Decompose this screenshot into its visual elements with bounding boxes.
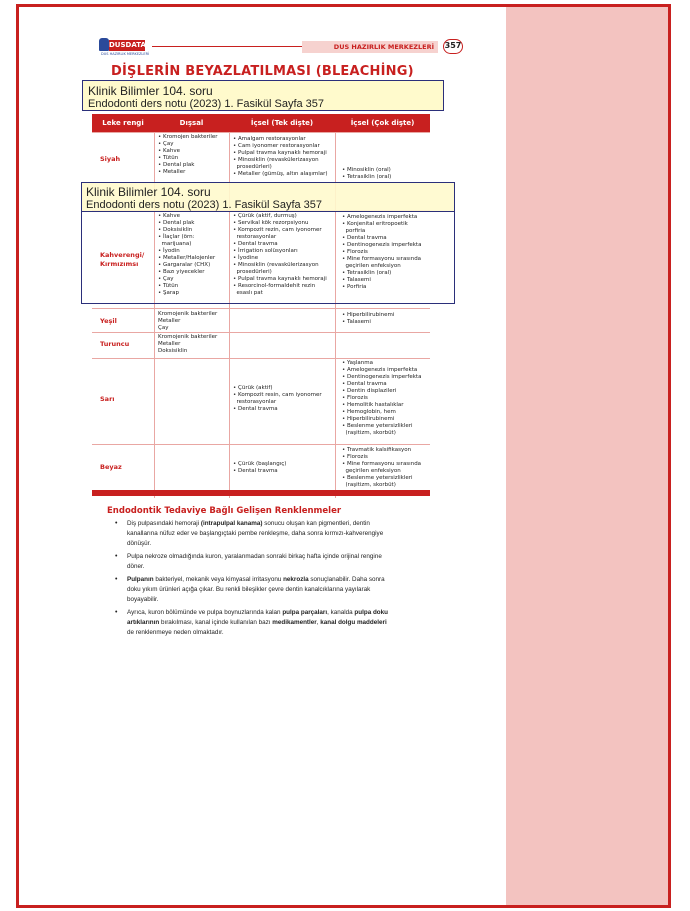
cell-tek [233, 385, 322, 413]
stain-color-label: Beyaz [100, 463, 122, 471]
stain-color-label: Kahverengi/ Kırmızımsı [100, 251, 145, 268]
cell-item: esaslı pat [233, 290, 263, 296]
cell-tek [233, 136, 328, 178]
cell-item: • Çay [158, 141, 174, 147]
bullet-item [114, 608, 389, 638]
text-run: Diş pulpasındaki hemoraji [127, 520, 201, 527]
cell-item: • Kompozit resin, cam iyonomer [233, 392, 322, 398]
cell-item: • Bazı yiyecekler [158, 269, 205, 275]
cell-item: • Tütün [158, 283, 179, 289]
cell-item: • Amelogenezis imperfekta [342, 214, 418, 220]
stain-color-label: Yeşil [100, 317, 117, 325]
bold-text: Pulpanın [127, 576, 154, 583]
dusdata-logo [99, 38, 149, 60]
section-title: Endodontik Tedaviye Bağlı Gelişen Renklenmeler [107, 506, 342, 516]
bold-text: kanal dolgu maddeleri [320, 619, 387, 626]
cell-item: • Mine formasyonu sırasında [342, 461, 422, 467]
cell-item: Metaller [158, 318, 181, 324]
cell-item: restorasyonlar [233, 399, 277, 405]
cell-item: • Mine formasyonu sırasında [342, 256, 422, 262]
header-rule [152, 46, 302, 47]
cell-item: • Pulpal travma kaynaklı hemoraji [233, 276, 327, 282]
cell-item: • Florozis [342, 454, 368, 460]
table-row [92, 358, 430, 444]
cell-item: • Hemoglobin, hem [342, 409, 396, 415]
text-run: Pulpa nekroze olmadığında kuron, yaralanmadan sonraki birkaç hafta içinde orijinal rengine döner. [127, 553, 382, 570]
cell-cok [342, 360, 421, 437]
cell-item: • Florozis [342, 249, 368, 255]
cell-item: • Kompozit rezin, cam iyonomer [233, 227, 322, 233]
stain-color-label: Sarı [100, 395, 115, 403]
cell-item: • Talasemi [342, 277, 371, 283]
header-icsel-cok: İçsel (Çok dişte) [350, 119, 415, 127]
bold-text: medikamentler [272, 619, 317, 626]
cell-item: • Kromojen bakteriler [158, 134, 218, 140]
table-row [92, 444, 430, 490]
cell-item: marijuana) [158, 241, 192, 247]
cell-item: • Travmatik kalsifikasyon [342, 447, 412, 453]
cell-item: • Hiperbilirubinemi [342, 312, 395, 318]
table-row [92, 308, 430, 332]
bullet-item [114, 552, 389, 572]
cell-item: • Yaşlanma [342, 360, 373, 366]
cell-item: • Minosiklin (revaskülerizasyon [233, 157, 319, 163]
cell-item: • Talasemi [342, 319, 371, 325]
text-run: de renklenmeye neden olmaktadır. [127, 629, 224, 636]
table-footer [92, 490, 430, 496]
cell-dissal [158, 311, 217, 332]
cell-item: Kromojenik bakteriler [158, 334, 218, 340]
section-bullets [114, 519, 389, 641]
cell-item: • Minosiklin (revaskülerizasyon [233, 262, 319, 268]
cell-cok [342, 167, 391, 181]
reference-line-1: Klinik Bilimler 104. soru [88, 84, 213, 98]
cell-item: Kromojenik bakteriler [158, 311, 218, 317]
text-run: bırakılması, kanal içinde kullanılan bazı [159, 619, 273, 626]
cell-item: • Amalgam restorasyonlar [233, 136, 306, 142]
cell-item: • Kahve [158, 148, 180, 154]
cell-item: • Dentinogenezis imperfekta [342, 374, 422, 380]
cell-item: • Şarap [158, 290, 179, 296]
cell-item: • Dental travma [342, 235, 387, 241]
cell-item: Çay [158, 325, 169, 331]
cell-item: • Pulpal travma kaynaklı hemoraji [233, 150, 327, 156]
cell-item: • Çay [158, 276, 174, 282]
logo-subtitle: DUS HAZIRLIK MERKEZLERİ [101, 52, 150, 56]
header-icsel-tek: İçsel (Tek dişte) [250, 119, 314, 127]
page-number: 357 [443, 39, 463, 54]
cell-item: geçirilen enfeksiyon [342, 468, 401, 474]
cell-item: • Dental plak [158, 220, 195, 226]
cell-item: (raşitizm, skorbüt) [342, 430, 396, 436]
bullet-item [114, 575, 389, 605]
reference-line-2: Endodonti ders notu (2023) 1. Fasikül Sayfa 357 [86, 199, 323, 211]
cell-item: restorasyonlar [233, 234, 277, 240]
cell-item: geçirilen enfeksiyon [342, 263, 401, 269]
cell-item: • Cam iyonomer restorasyonlar [233, 143, 320, 149]
cell-item: • Florozis [342, 395, 368, 401]
bold-text: (intrapulpal kanama) [200, 520, 263, 527]
cell-item: • Porfiria [342, 284, 367, 290]
text-run: bakteriyel, mekanik veya kimyasal irritasyonu [153, 576, 284, 583]
cell-item: • Beslenme yetersizlikleri [342, 475, 413, 481]
cell-item: Doksisiklin [158, 348, 188, 354]
cell-item: • Dental travma [233, 241, 278, 247]
header-dissal: Dışsal [179, 119, 204, 127]
cell-dissal [158, 334, 217, 355]
cell-item: • Hemolitik hastalıklar [342, 402, 404, 408]
reference-box-1 [82, 80, 444, 111]
reference-box-2 [81, 182, 455, 212]
cell-item: • İyodine [233, 255, 259, 261]
cell-item: • Çürük (aktif) [233, 385, 273, 391]
text-run: Ayrıca, kuron bölümünde ve pulpa boynuzlarında kalan [127, 609, 283, 616]
cell-item: (raşitizm, skorbüt) [342, 482, 396, 488]
cell-item: • Tetrasiklin (oral) [342, 174, 392, 180]
reference-line-2: Endodonti ders notu (2023) 1. Fasikül Sayfa 357 [88, 98, 325, 110]
cell-item: porfiria [342, 228, 366, 234]
cell-item: • Dental travma [342, 381, 387, 387]
cell-item: • Servikal kök rezorpsiyonu [233, 220, 309, 226]
table-row [92, 332, 430, 358]
text-run: , kanalda [327, 609, 355, 616]
cell-item: • Dentinogenezis imperfekta [342, 242, 422, 248]
reference-line-1: Klinik Bilimler 104. soru [86, 185, 211, 199]
cell-item: • Kahve [158, 213, 180, 219]
cell-item: prosedürleri) [233, 269, 272, 275]
cell-dissal [158, 134, 218, 176]
bold-text: pulpa parçaları [282, 609, 328, 616]
cell-item: • Metaller [158, 169, 186, 175]
cell-item: • Doksisiklin [158, 227, 193, 233]
header-band: DUS HAZIRLIK MERKEZLERİ [302, 41, 438, 53]
cell-cok [342, 447, 421, 489]
text-run: sonucu oluşan kan pigmentleri, dentin kanallarına nüfuz eder ve başlangıçtaki pembe renkleşme, daha sonra kırmızı-kahverengiye dönüşür. [127, 520, 384, 547]
cell-item: • İrrigation solüsyonları [233, 248, 298, 254]
page-title: DİŞLERİN BEYAZLATILMASI (BLEACHİNG) [111, 64, 414, 79]
bold-text: nekrozla [283, 576, 309, 583]
cell-item: • Dental plak [158, 162, 195, 168]
cell-item: Metaller [158, 341, 181, 347]
cell-item: • Amelogenezis imperfekta [342, 367, 418, 373]
cell-item: • Çürük (başlangıç) [233, 461, 287, 467]
table-header [92, 114, 430, 132]
tooth-icon [99, 38, 109, 51]
cell-item: • Dental travma [233, 468, 278, 474]
cell-item: prosedürleri) [233, 164, 272, 170]
header-leke-rengi: Leke rengi [102, 119, 144, 127]
cell-item: • Dental travma [233, 406, 278, 412]
text-run: , [316, 619, 321, 626]
cell-item: • Dentin displazileri [342, 388, 397, 394]
bullet-item [114, 519, 389, 549]
cell-item: • Gargaralar (CHX) [158, 262, 211, 268]
cell-item: • Beslenme yetersizlikleri [342, 423, 413, 429]
cell-cok [342, 312, 394, 326]
bold-text: pulpa doku artıklarının [127, 609, 389, 626]
cell-item: • Konjenital eritropoetik [342, 221, 408, 227]
cell-item: • Metaller (gümüş, altın alaşımlar) [233, 171, 328, 177]
cell-item: • İyodin [158, 248, 180, 254]
cell-item: • Minosiklin (oral) [342, 167, 391, 173]
cell-item: • Tütün [158, 155, 179, 161]
side-panel [506, 4, 671, 908]
text-run: sonuçlanabilir. Daha sonra doku yıkım ürünleri açığa çıkar. Bu renkli bileşikler çevre dentin kanalcıklarına yayılarak boyayabilir. [127, 576, 385, 603]
cell-item: • Tetrasiklin (oral) [342, 270, 392, 276]
stain-color-label: Siyah [100, 155, 121, 163]
stain-color-label: Turuncu [100, 340, 130, 348]
cell-item: • İlaçlar (örn: [158, 234, 195, 240]
cell-item: • Metaller/Halojenler [158, 255, 216, 261]
cell-item: • Hiperbilirubinemi [342, 416, 395, 422]
cell-item: • Resorcinol-formaldehit rezin [233, 283, 316, 289]
logo-text: DUSDATA [109, 41, 146, 49]
cell-item: • Çürük (aktif, durmuş) [233, 213, 297, 219]
cell-tek [233, 461, 286, 475]
